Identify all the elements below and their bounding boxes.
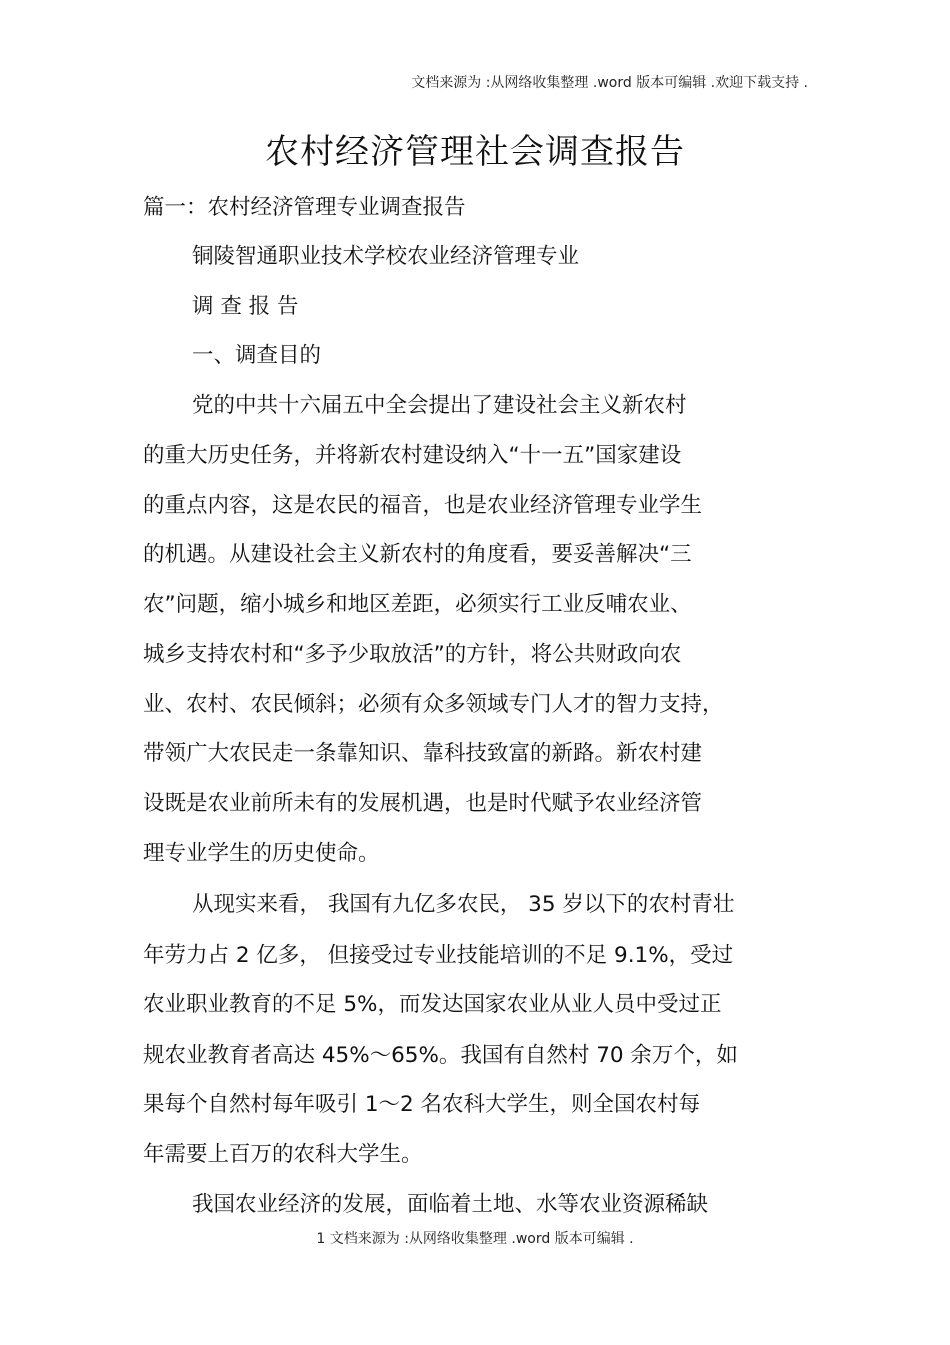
footer-source-note: 1 文档来源为 :从网络收集整理 .word 版本可编辑 . — [316, 1231, 634, 1247]
paragraph-line: 城乡支持农村和“多予少取放活”的方针，将公共财政向农 — [143, 642, 682, 667]
paragraph-line: 设既是农业前所未有的发展机遇，也是时代赋予农业经济管 — [143, 791, 703, 816]
paragraph-line: 农”问题，缩小城乡和地区差距，必须实行工业反哺农业、 — [143, 592, 692, 617]
subheading-purpose: 一、调查目的 — [192, 343, 322, 368]
paragraph-line: 的重大历史任务，并将新农村建设纳入“十一五”国家建设 — [143, 443, 682, 468]
paragraph-line: 党的中共十六届五中全会提出了建设社会主义新农村 — [192, 393, 687, 418]
paragraph-line: 年劳力占 2 亿多， 但接受过专业技能培训的不足 9.1%，受过 — [143, 943, 734, 968]
school-name: 铜陵智通职业技术学校农业经济管理专业 — [192, 244, 580, 269]
paragraph-line: 带领广大农民走一条靠知识、靠科技致富的新路。新农村建 — [143, 741, 703, 766]
paragraph-line: 的机遇。从建设社会主义新农村的角度看，要妥善解决“三 — [143, 542, 692, 567]
paragraph-line: 年需要上百万的农科大学生。 — [143, 1142, 423, 1167]
paragraph-line: 农业职业教育的不足 5%，而发达国家农业从业人员中受过正 — [143, 992, 722, 1017]
paragraph-line: 果每个自然村每年吸引 1～2 名农科大学生，则全国农村每 — [143, 1092, 701, 1117]
header-source-note: 文档来源为 :从网络收集整理 .word 版本可编辑 .欢迎下载支持 . — [411, 75, 808, 91]
paragraph-line: 从现实来看， 我国有九亿多农民， 35 岁以下的农村青壮 — [192, 892, 735, 917]
paragraph-line: 规农业教育者高达 45%～65%。我国有自然村 70 余万个，如 — [143, 1043, 738, 1068]
paragraph-line: 的重点内容，这是农民的福音，也是农业经济管理专业学生 — [143, 493, 703, 518]
paragraph-line: 理专业学生的历史使命。 — [143, 841, 380, 866]
report-label: 调 查 报 告 — [192, 294, 299, 319]
paragraph-line: 我国农业经济的发展，面临着土地、水等农业资源稀缺 — [192, 1192, 709, 1217]
section-heading: 篇一：农村经济管理专业调查报告 — [143, 195, 466, 220]
document-title: 农村经济管理社会调查报告 — [265, 132, 685, 172]
paragraph-line: 业、农村、农民倾斜；必须有众多领域专门人才的智力支持， — [143, 692, 724, 717]
